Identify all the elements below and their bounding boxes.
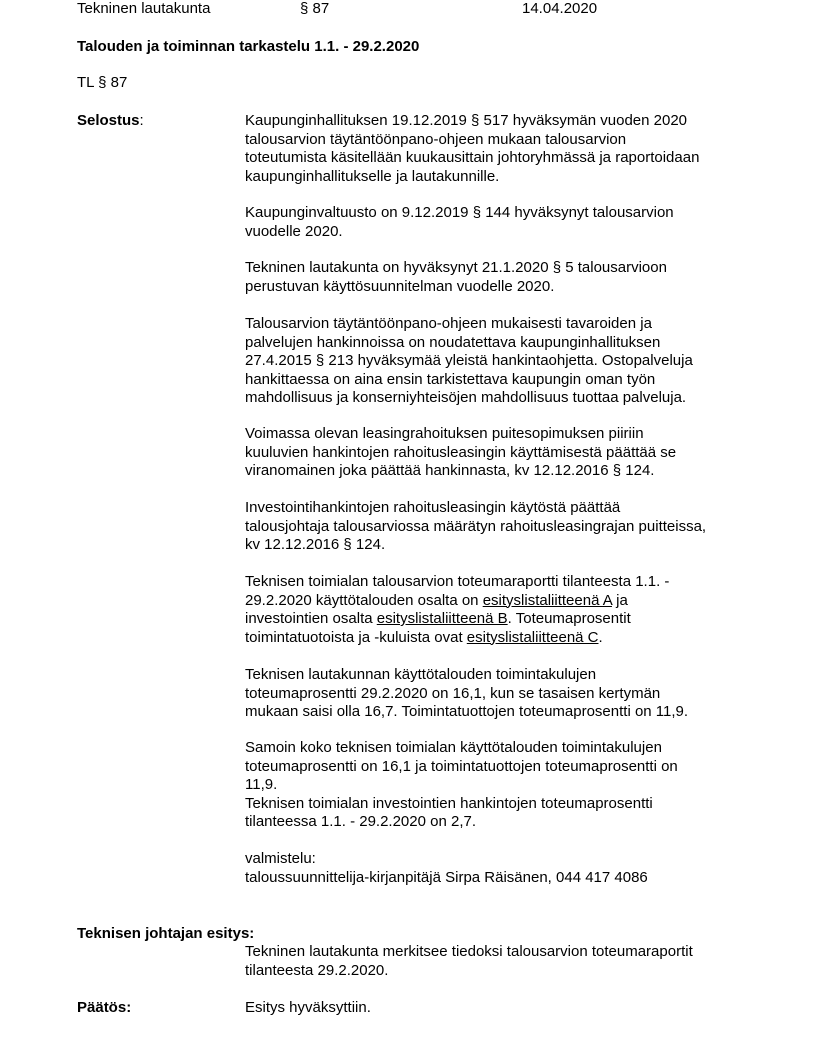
attachment-a-link[interactable]: esityslistaliitteenä A bbox=[482, 591, 612, 609]
paragraph-5: Voimassa olevan leasingrahoituksen puitesopimuksen piiriin kuuluvien hankintojen rahoitusleasingin käyttämisestä päättää se viranomainen joka päättää hankinnasta, kv 12.12.2016 § 124. bbox=[245, 425, 677, 479]
paragraph-4: Talousarvion täytäntöönpano-ohjeen mukaisesti tavaroiden ja palvelujen hankinnoissa on noudatettava kaupunginhallituksen 27.4.2015 § 213 hyväksymää yleistä hankintaohjetta. Ostopalveluja hankittaessa on aina ensin tarkistettava kaupungin oman työn mahdollisuus ja konserniyhteisöjen mahdollisuus tuottaa palveluja. bbox=[245, 315, 693, 406]
proposal-text: Tekninen lautakunta merkitsee tiedoksi talousarvion toteumaraportit tilanteesta 29.2.2020. bbox=[245, 943, 693, 979]
header-section: § 87 bbox=[300, 0, 330, 17]
paragraph-9: Samoin koko teknisen toimialan käyttötalouden toimintakulujen toteumaprosentti on 16,1 ja toimintatuottojen toteumaprosentti on 11,9. Teknisen toimialan investointien hankintojen toteumaprosentti tilanteessa 1.1. - 29.2.2020 on 2,7. bbox=[245, 739, 678, 830]
decision-text: Esitys hyväksyttiin. bbox=[245, 999, 371, 1016]
paragraph-3: Tekninen lautakunta on hyväksynyt 21.1.2020 § 5 talousarvioon perustuvan käyttösuunnitelman vuodelle 2020. bbox=[245, 259, 667, 295]
header-date: 14.04.2020 bbox=[522, 0, 598, 17]
paragraph-1: Kaupunginhallituksen 19.12.2019 § 517 hyväksymän vuoden 2020 talousarvion täytäntöönpano-ohjeen mukaan talousarvion toteutumista käsitellään kuukausittain johtoryhmässä ja raportoidaan kaupunginhallitukselle ja lautakunnille. bbox=[245, 112, 700, 185]
paragraph-2: Kaupunginvaltuusto on 9.12.2019 § 144 hyväksynyt talousarvion vuodelle 2020. bbox=[245, 204, 674, 240]
decision-label: Päätös: bbox=[77, 999, 132, 1016]
paragraph-7: Teknisen toimialan talousarvion toteumaraportti tilanteesta 1.1. - 29.2.2020 käyttötalouden osalta on esityslistaliitteenä A ja investointien osalta esityslistaliitteenä B. Toteumaprosentit toimintatuotoista ja -kuluista ovat esityslistaliitteenä C. bbox=[245, 573, 670, 646]
proposal-label: Teknisen johtajan esitys: bbox=[77, 925, 255, 942]
header-board: Tekninen lautakunta bbox=[77, 0, 211, 17]
preparer-info: valmistelu: taloussuunnittelija-kirjanpitäjä Sirpa Räisänen, 044 417 4086 bbox=[245, 850, 648, 886]
selostus-label: Selostus: bbox=[77, 112, 144, 129]
paragraph-8: Teknisen lautakunnan käyttötalouden toimintakulujen toteumaprosentti 29.2.2020 on 16,1, kun se tasaisen kertymän mukaan saisi olla 16,7. Toimintatuottojen toteumaprosentti on 11,9. bbox=[245, 666, 689, 720]
attachment-b-link[interactable]: esityslistaliitteenä B bbox=[376, 610, 508, 627]
attachment-c-link[interactable]: esityslistaliitteenä C bbox=[466, 628, 599, 646]
document-title: Talouden ja toiminnan tarkastelu 1.1. - 29.2.2020 bbox=[77, 38, 420, 55]
reference: TL § 87 bbox=[77, 74, 128, 91]
paragraph-6: Investointihankintojen rahoitusleasingin käytöstä päättää talousjohtaja talousarviossa määrätyn rahoitusleasingrajan puitteissa, kv 12.12.2016 § 124. bbox=[245, 499, 707, 553]
